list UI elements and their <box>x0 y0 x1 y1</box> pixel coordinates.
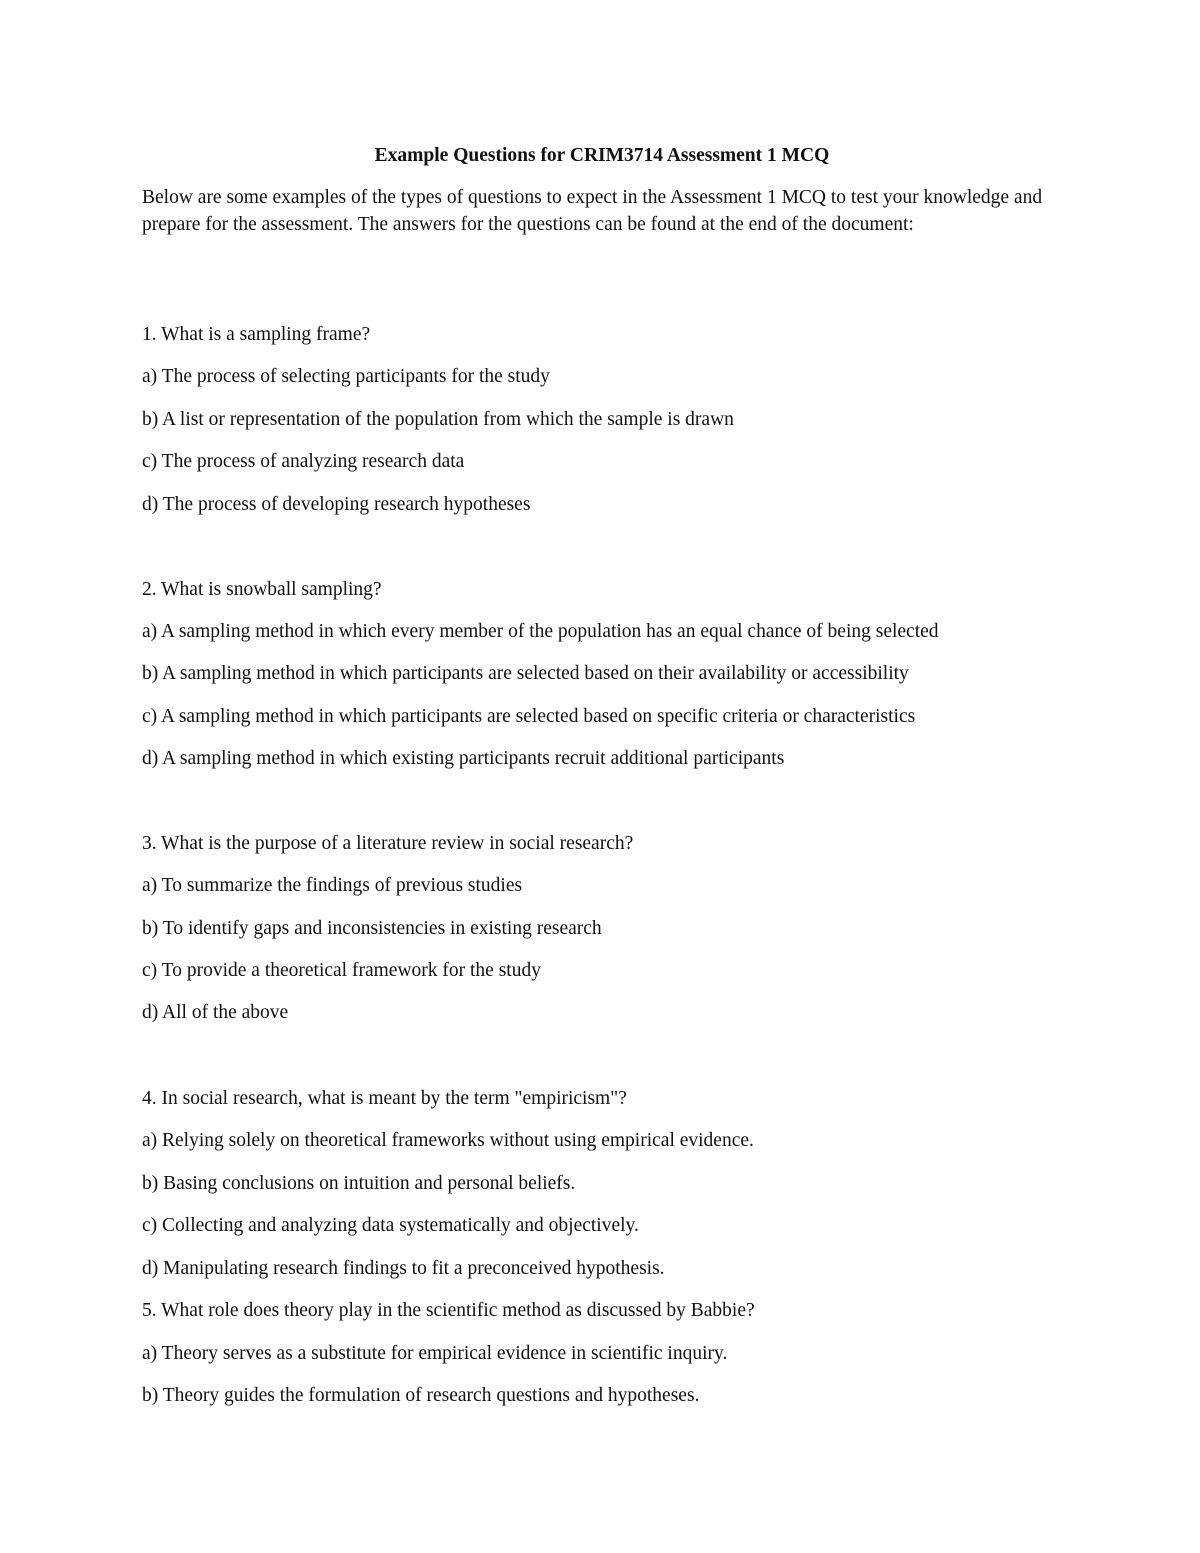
q5-option-a: a) Theory serves as a substitute for empirical evidence in scientific inquiry. <box>142 1343 728 1364</box>
q4-option-c: c) Collecting and analyzing data systematically and objectively. <box>142 1215 639 1236</box>
q1-option-a: a) The process of selecting participants for the study <box>142 366 550 387</box>
q3-option-b: b) To identify gaps and inconsistencies in existing research <box>142 918 602 939</box>
q4-option-d: d) Manipulating research findings to fit a preconceived hypothesis. <box>142 1258 665 1279</box>
q2-option-c: c) A sampling method in which participants are selected based on specific criteria or characteristics <box>142 706 916 727</box>
q2-option-b: b) A sampling method in which participants are selected based on their availability or accessibility <box>142 663 909 684</box>
q3-option-a: a) To summarize the findings of previous studies <box>142 875 523 896</box>
q2-option-a: a) A sampling method in which every member of the population has an equal chance of being selected <box>142 621 939 642</box>
question-3: 3. What is the purpose of a literature review in social research? <box>142 833 634 854</box>
q1-option-d: d) The process of developing research hypotheses <box>142 494 531 515</box>
q5-option-b: b) Theory guides the formulation of research questions and hypotheses. <box>142 1385 700 1406</box>
question-4: 4. In social research, what is meant by the term "empiricism"? <box>142 1088 627 1109</box>
q4-option-b: b) Basing conclusions on intuition and personal beliefs. <box>142 1173 576 1194</box>
q2-option-d: d) A sampling method in which existing participants recruit additional participants <box>142 748 785 769</box>
question-2: 2. What is snowball sampling? <box>142 579 382 600</box>
q4-option-a: a) Relying solely on theoretical frameworks without using empirical evidence. <box>142 1130 754 1151</box>
q1-option-c: c) The process of analyzing research data <box>142 451 465 472</box>
question-5: 5. What role does theory play in the scientific method as discussed by Babbie? <box>142 1300 755 1321</box>
intro-paragraph: Below are some examples of the types of questions to expect in the Assessment 1 MCQ to test your knowledge and prepare for the assessment. The answers for the questions can be found at the end of the document: <box>142 187 1043 235</box>
q1-option-b: b) A list or representation of the population from which the sample is drawn <box>142 409 734 430</box>
q3-option-d: d) All of the above <box>142 1002 289 1023</box>
question-1: 1. What is a sampling frame? <box>142 324 371 345</box>
q3-option-c: c) To provide a theoretical framework for the study <box>142 960 541 981</box>
document-title: Example Questions for CRIM3714 Assessment 1 MCQ <box>374 145 830 166</box>
